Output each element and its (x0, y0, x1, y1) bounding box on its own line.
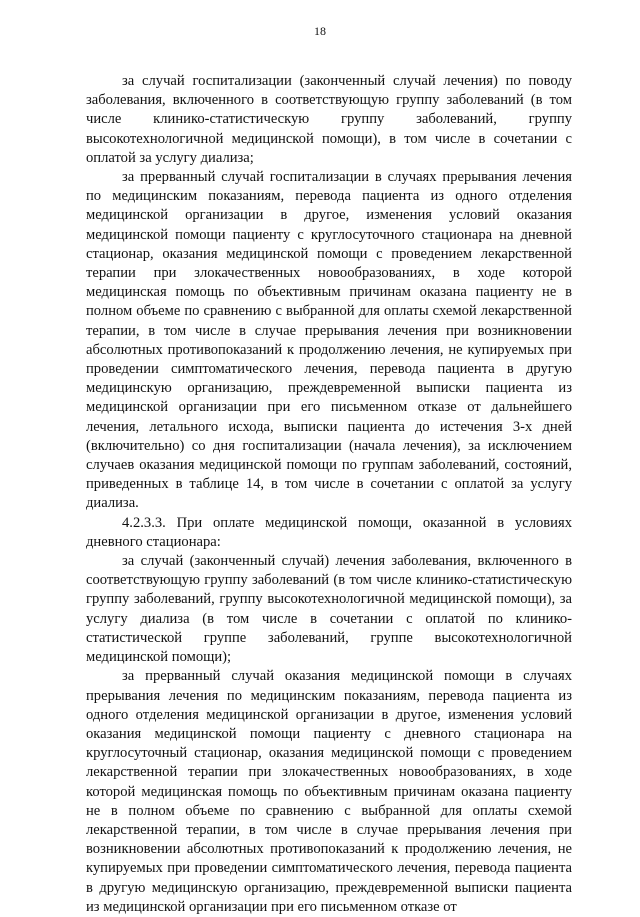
page-number: 18 (314, 24, 326, 38)
paragraph-day-hospital-case: за случай (законченный случай) лечения заболевания, включенного в соответствующую группу заболеваний (в том числе клинико-статистическую группу заболеваний, группу высокотехнологичной медицинской помощи), за услугу диализа (в том числе в сочетании с оплатой по клинико-статистической группе заболеваний, группе высокотехнологичной медицинской помощи); (86, 553, 572, 666)
paragraph-interrupted-hospitalization: за прерванный случай госпитализации в случаях прерывания лечения по медицинским показаниям, перевода пациента из одного отделения медицинской организации в другое, изменения условий оказания медицинской помощи пациенту с круглосуточного стационара на дневной стационар, оказания медицинской помощи с проведением лекарственной терапии при злокачественных новообразованиях, в ходе которой медицинская помощь по объективным причинам оказана пациенту не в полном объеме по сравнению с выбранной для оплаты схемой лекарственной терапии, в том числе в случае прерывания лечения при возникновении абсолютных противопоказаний к продолжению лечения, не купируемых при проведении симптоматического лечения, перевода пациента в другую медицинскую организацию, преждевременной выписки пациента из медицинской организации при его письменном отказе от дальнейшего лечения, летального исхода, выписки пациента до истечения 3-х дней (включительно) со дня госпитализации (начала лечения), за исключением случаев оказания медицинской помощи по группам заболеваний, состояний, приведенных в таблице 14, в том числе в сочетании с оплатой за услугу диализа. (86, 169, 572, 512)
paragraph-hospitalization-case: за случай госпитализации (законченный случай лечения) по поводу заболевания, включенного в соответствующую группу заболеваний (в том числе клинико-статистическую группу заболеваний, группу высокотехнологичной медицинской помощи), в том числе в сочетании с оплатой за услугу диализа; (86, 73, 572, 166)
document-body (86, 72, 572, 917)
paragraph-interrupted-day-hospital-case: за прерванный случай оказания медицинской помощи в случаях прерывания лечения по медицинским показаниям, перевода пациента из одного отделения медицинской организации в другое, изменения условий оказания медицинской помощи пациенту с дневного стационара на круглосуточный стационар, оказания медицинской помощи с проведением лекарственной терапии при злокачественных новообразованиях, в ходе которой медицинская помощь по объективным причинам оказана пациенту не в полном объеме по сравнению с выбранной для оплаты схемой лекарственной терапии, в том числе в случае прерывания лечения при возникновении абсолютных противопоказаний к продолжению лечения, не купируемых при проведении симптоматического лечения, перевода пациента в другую медицинскую организацию, преждевременной выписки пациента из медицинской организации при его письменном отказе от (86, 668, 572, 915)
paragraph-section-4-2-3-3: 4.2.3.3. При оплате медицинской помощи, оказанной в условиях дневного стационара: (86, 514, 572, 550)
